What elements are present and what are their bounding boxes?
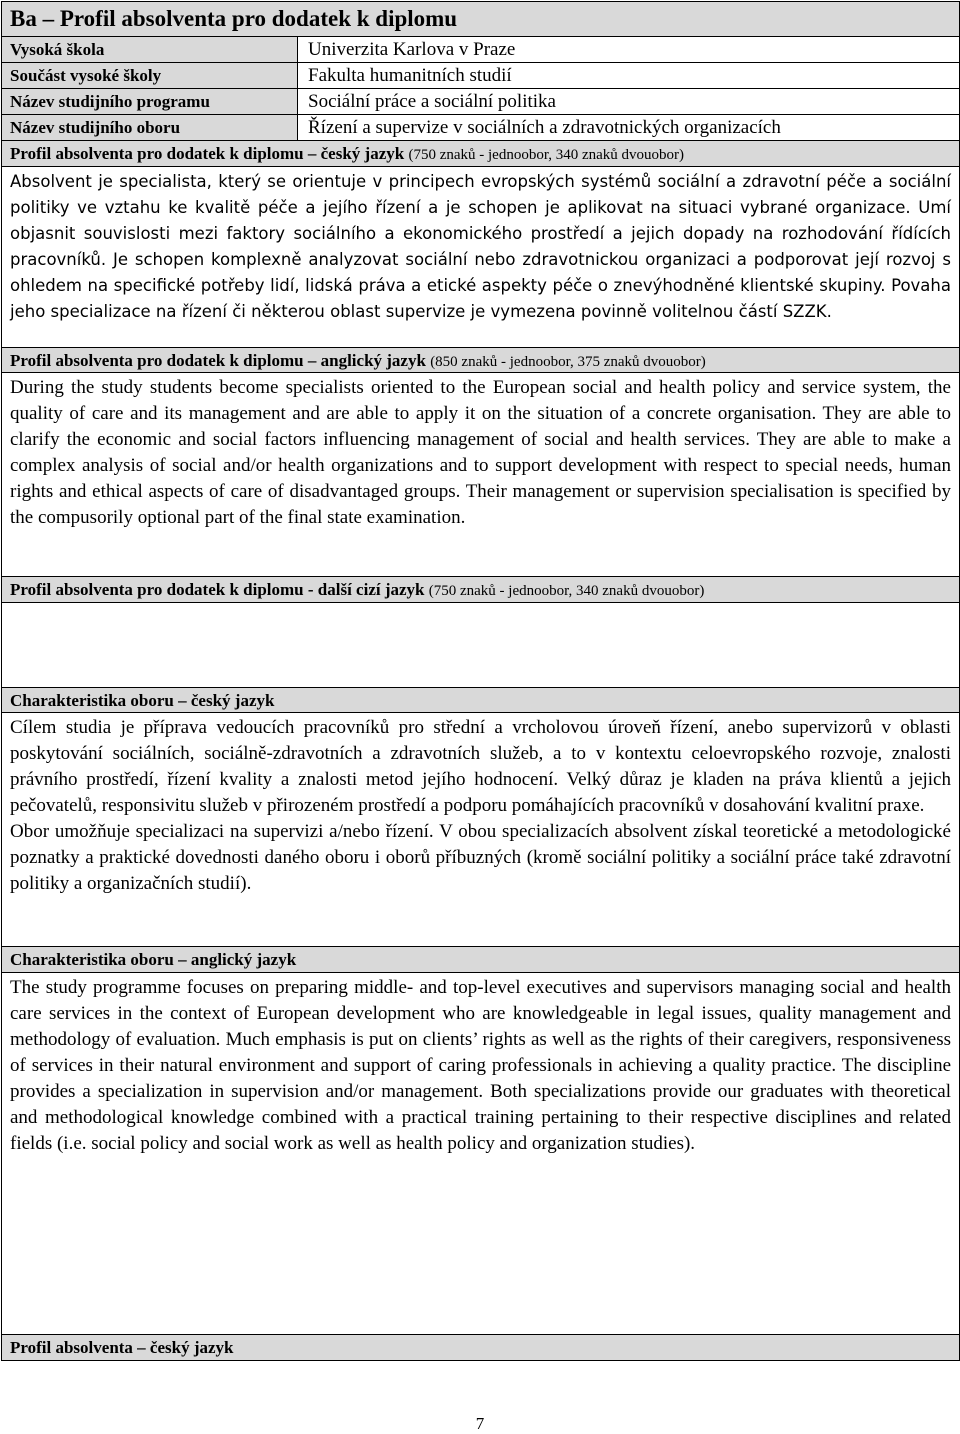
section-body-profile-en <box>2 373 959 577</box>
section-heading: Profil absolventa pro dodatek k diplomu – český jazyk <box>10 144 405 163</box>
info-value: Univerzita Karlova v Praze <box>308 39 516 60</box>
section-text: The study programme focuses on preparing middle- and top-level executives and supervisors managing social and health care services in the context of European development who are knowledgeable in legal issues, quality management and methodology of evaluation. Much emphasis is put on clients’ rights as well as the rights of their caregivers, responsiveness of services in their natural environment and support of caring professionals in achieving a quality practice. The discipline provides a specialization in supervision and/or management. Both specializations provide our graduates with theoretical and methodological knowledge combined with a practical training pertaining to their respective disciplines and related fields (i.e. social policy and social work as well as health policy and organization studies). <box>10 977 951 1154</box>
info-label: Vysoká škola <box>2 37 298 62</box>
section-header-profile-en <box>2 348 959 373</box>
info-value: Sociální práce a sociální politika <box>308 91 556 112</box>
section-heading: Charakteristika oboru – český jazyk <box>10 691 275 710</box>
info-value: Fakulta humanitních studií <box>308 65 512 86</box>
page-number: 7 <box>475 1414 485 1433</box>
section-header-field-en <box>2 947 959 973</box>
info-label: Název studijního programu <box>2 89 298 114</box>
section-paragraph-2: Obor umožňuje specializaci na supervizi a/nebo řízení. V obou specializacích absolvent získal teoretické a metodologické poznatky a praktické dovednosti daného oboru i oborů příbuzných (kromě sociální politiky a sociální práce také zdravotní politiky a organizačních studií). <box>10 821 951 894</box>
section-heading: Profil absolventa – český jazyk <box>10 1338 234 1357</box>
section-note: (750 znaků - jednoobor, 340 znaků dvouobor) <box>428 583 705 599</box>
section-header-field-cz <box>2 688 959 713</box>
section-note: (750 znaků - jednoobor, 340 znaků dvouobor) <box>408 147 685 163</box>
section-text: During the study students become specialists oriented to the European social and health policy and service system, the quality of care and its management and are able to apply it on the situation of a concrete organisation. They are able to clarify the economic and social factors influencing management of social and health services. They are able to make a complex analysis of social and/or health organizations and to support development with respect to special needs, human rights and ethical aspects of care of disadvantaged groups. Their management or supervision specialisation is specified by the compusorily optional part of the final state examination. <box>10 377 951 528</box>
section-body-profile-cz <box>2 167 959 348</box>
info-row-programme <box>2 89 959 115</box>
section-header-profile-other <box>2 577 959 603</box>
section-body-field-en <box>2 973 959 1335</box>
info-row-university <box>2 37 959 63</box>
section-body-profile-other <box>2 603 959 688</box>
section-text: Absolvent je specialista, který se orientuje v principech evropských systémů sociální a zdravotní péče a sociální politiky ve vztahu ke kvalitě péče a jejího řízení a je schopen je aplikovat na situaci vybrané organizace. Umí objasnit souvislosti mezi faktory sociálního a ekonomického prostředí a jejich dopady na rozhodování řídících pracovníků. Je schopen komplexně analyzovat sociální nebo zdravotnickou organizaci a podporovat její rozvoj s ohledem na specifické potřeby lidí, lidská práva a etické aspekty péče o znevýhodněné klientské skupiny. Povaha jeho specializace na řízení či některou oblast supervize je vymezena povinně volitelnou částí SZZK. <box>10 172 951 321</box>
section-header-profile-cz <box>2 141 959 167</box>
info-label: Součást vysoké školy <box>2 63 298 88</box>
section-paragraph-1: Cílem studia je příprava vedoucích pracovníků pro střední a vrcholovou úroveň řízení, anebo supervizorů v oblasti poskytování sociálních, sociálně-zdravotních a zdravotních služeb, a to v kontextu celoevropského rozvoje, znalosti právního prostředí, řízení kvality a znalosti metod jejího hodnocení. Velký důraz je kladen na práva klientů a jejich pečovatelů, responsivitu služeb v přirozeném prostředí a podporu pomáhajících pracovníků v dosahování kvalitní praxe. <box>10 717 951 816</box>
info-value: Řízení a supervize v sociálních a zdravotnických organizacích <box>308 117 781 138</box>
diploma-supplement-form <box>1 1 960 1361</box>
info-row-faculty <box>2 63 959 89</box>
section-note: (850 znaků - jednoobor, 375 znaků dvouobor) <box>430 354 706 370</box>
section-body-field-cz <box>2 713 959 947</box>
info-row-field <box>2 115 959 141</box>
info-label: Název studijního oboru <box>2 115 298 140</box>
section-heading: Charakteristika oboru – anglický jazyk <box>10 950 297 969</box>
section-heading: Profil absolventa pro dodatek k diplomu – anglický jazyk <box>10 351 426 370</box>
section-heading: Profil absolventa pro dodatek k diplomu - další cizí jazyk <box>10 580 425 599</box>
form-title: Ba – Profil absolventa pro dodatek k diplomu <box>2 2 959 37</box>
section-header-graduate-cz <box>2 1335 959 1361</box>
